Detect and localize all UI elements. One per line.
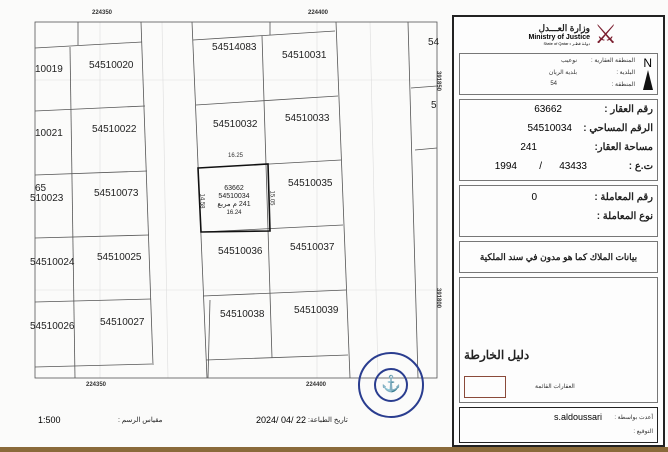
north-label: N (643, 56, 652, 70)
parcel-label: 54510031 (282, 50, 327, 61)
parcel-label: 54510027 (100, 317, 145, 328)
scale-label: مقياس الرسم : (118, 417, 163, 424)
dim-top: 16.25 (228, 153, 244, 159)
coord-x-bottom-2: 224400 (306, 382, 327, 388)
transaction-number-value: 0 (531, 192, 537, 203)
survey-value: 54510034 (527, 123, 572, 134)
parcel-label: 54510073 (94, 188, 139, 199)
parcel-label: 5 (431, 100, 437, 111)
coord-x-top-2: 224400 (308, 10, 329, 16)
parcel-label: 54510037 (290, 242, 335, 253)
legend-swatch (464, 376, 506, 398)
parcel-label: 54510020 (89, 60, 134, 71)
zone-value: نوعيب (560, 58, 577, 64)
parcel-label: 54510036 (218, 246, 263, 257)
zone-label: المنطقة العقارية : (591, 58, 635, 64)
transaction-box (459, 185, 658, 237)
parcel-label: 54510038 (220, 309, 265, 320)
size-value: 241 (520, 142, 537, 153)
coord-y-2: 391800 (435, 287, 442, 309)
legend-title: دليل الخارطة (464, 348, 530, 362)
transaction-type-label: نوع المعاملة : (596, 211, 653, 222)
parcel-label: 54 (428, 37, 440, 48)
municipality-value: بلدية الريان (548, 70, 577, 76)
parcel-label: 54510032 (213, 119, 258, 130)
parcel-label: 10019 (35, 64, 63, 75)
official-stamp (358, 352, 424, 418)
area-value: 54 (550, 81, 557, 87)
selected-parcel-number: 63662 (224, 185, 244, 192)
pin-label: رقم العقار : (604, 104, 653, 115)
dim-left: 14.58 (198, 193, 205, 209)
ministry-logo-text: وزارة العـــدل Ministry of Justice State of Qatar • دولـة قطـر (528, 23, 590, 46)
selected-parcel-survey: 54510034 (218, 193, 250, 200)
parcel-label: 54510022 (92, 124, 137, 135)
signature-label: التوقيع : (633, 429, 653, 435)
coord-x-bottom-1: 224350 (86, 382, 107, 388)
dim-bottom: 16.24 (226, 210, 242, 216)
owners-title-box (459, 241, 658, 273)
parcel-label: 54510026 (30, 321, 75, 332)
parcel-label: 10021 (35, 128, 63, 139)
parcel-label: 54510039 (294, 305, 339, 316)
reg-number: 43433 (559, 161, 587, 172)
selected-parcel-area: 241 م مربع (217, 201, 251, 208)
reg-separator: / (539, 161, 542, 172)
print-date-label: تاريخ الطباعة: (308, 417, 348, 424)
survey-label: الرقم المساحي : (583, 123, 653, 134)
coord-x-top-1: 224350 (92, 10, 113, 16)
parcel-label: 54510035 (288, 178, 333, 189)
reg-label: ت.ع : (628, 161, 653, 172)
transaction-number-label: رقم المعاملة : (594, 192, 653, 203)
owners-title: بيانات الملاك كما هو مدون في سند الملكية (479, 252, 638, 262)
location-box (459, 53, 658, 95)
dim-right: 15.05 (268, 190, 275, 206)
created-by-label: أعدت بواسطة : (614, 415, 653, 421)
created-by-value: s.aldoussari (553, 412, 602, 422)
area-label: المنطقة : (611, 82, 635, 88)
parcel-label: 54510025 (97, 252, 142, 263)
parcel-label: 510023 (30, 193, 64, 204)
parcel-label: 54514083 (212, 42, 257, 53)
property-box (459, 99, 658, 181)
signature-box (459, 407, 658, 443)
parcel-label: 54510033 (285, 113, 330, 124)
legend-box (459, 277, 658, 403)
size-label: مساحة العقار: (594, 142, 653, 153)
scale-value: 1:500 (38, 415, 61, 425)
print-date: 2024/ 04/ 22 (256, 415, 307, 425)
reg-year: 1994 (494, 161, 517, 172)
stamp-emblem-icon: ⚓ (374, 368, 408, 402)
selected-parcel-info[interactable] (206, 185, 262, 217)
north-arrow-icon (643, 70, 653, 90)
municipality-label: البلدية : (616, 70, 635, 76)
ministry-emblem-icon: ⚔ (594, 19, 618, 49)
coord-y-1: 391850 (435, 70, 442, 92)
parcel-label: 54510024 (30, 257, 75, 268)
info-panel (452, 15, 665, 447)
pin-value: 63662 (534, 104, 562, 115)
legend-item-label: العقارات القائمة (535, 384, 575, 390)
parcel-label: 65 (35, 183, 47, 194)
